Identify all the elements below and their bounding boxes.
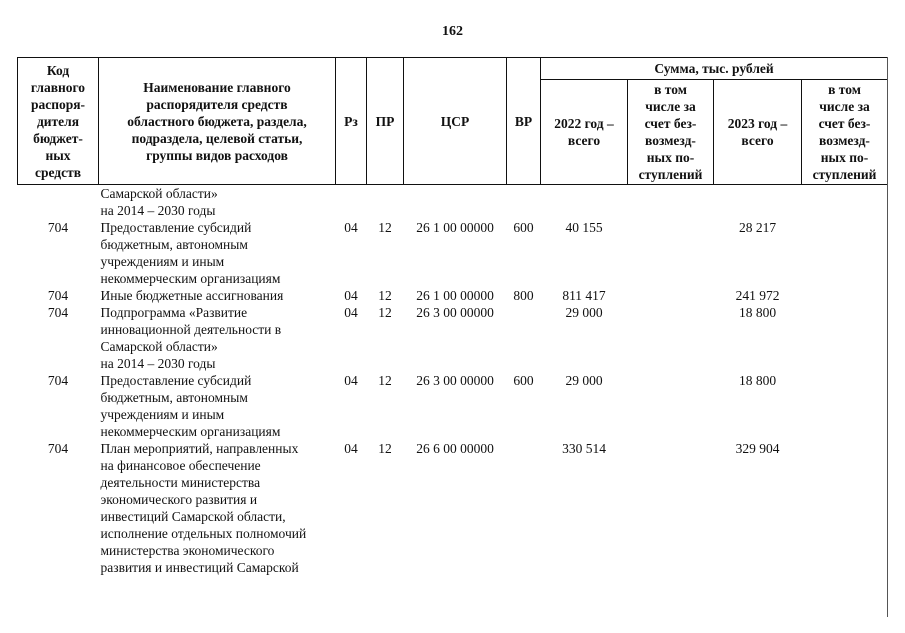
name-line: Предоставление субсидий [100, 220, 252, 235]
header-line: всего [567, 133, 601, 148]
name-cell [99, 185, 336, 220]
value-2023-cell: 18 800 [738, 373, 777, 388]
header-line: возмезд- [645, 133, 696, 148]
name-cell [99, 440, 336, 576]
name-line: Предоставление субсидий [100, 373, 252, 388]
header-line: счет без- [644, 116, 697, 131]
name-line: Иные бюджетные ассигнования [100, 288, 284, 303]
name-line: инвестиций Самарской области, [100, 509, 286, 524]
value-2022-cell: 330 514 [562, 441, 606, 456]
name-line: Самарской области» [100, 186, 218, 201]
header-line: 2022 год – [554, 116, 614, 131]
value-2023-free-cell [802, 304, 888, 372]
value-2023-cell: 241 972 [735, 288, 780, 303]
budget-table [17, 57, 888, 576]
header-line: в том [654, 82, 687, 97]
rz-cell: 04 [344, 288, 358, 303]
name-cell [99, 372, 336, 440]
header-line: ных по- [820, 150, 869, 165]
pr-cell: 12 [378, 373, 392, 388]
name-line: некоммерческим организациям [100, 271, 281, 286]
pr-cell: 12 [378, 220, 392, 235]
vr-cell: 800 [513, 288, 534, 303]
value-2022-free-cell [628, 219, 714, 287]
csr-cell: 26 1 00 00000 [416, 220, 494, 235]
value-2023-cell: 28 217 [738, 220, 777, 235]
table-row [18, 219, 888, 287]
header-pr: ПР [367, 58, 404, 185]
name-line: План мероприятий, направленных [100, 441, 299, 456]
table-row [18, 287, 888, 304]
value-2023-free-cell [802, 440, 888, 576]
header-line: в том [828, 82, 861, 97]
name-line: Подпрограмма «Развитие [100, 305, 248, 320]
header-line: 2023 год – [727, 116, 788, 131]
value-2022-free-cell [628, 304, 714, 372]
header-line: ных [45, 147, 71, 163]
vr-cell: 600 [513, 373, 534, 388]
page-number: 162 [442, 24, 463, 39]
header-line: дителя [36, 113, 80, 129]
table-row [18, 372, 888, 440]
value-2022-cell: 40 155 [565, 220, 603, 235]
code-cell: 704 [47, 373, 69, 388]
name-cell [99, 219, 336, 287]
value-2023-cell: 329 904 [735, 441, 780, 456]
header-csr: ЦСР [404, 58, 507, 185]
header-line: счет без- [818, 116, 871, 131]
vr-cell [507, 185, 541, 220]
code-cell: 704 [47, 288, 69, 303]
header-code [18, 58, 99, 185]
header-line: группы видов расходов [146, 147, 288, 163]
value-2023-cell [714, 185, 802, 220]
name-line: на 2014 – 2030 годы [100, 203, 216, 218]
csr-cell: 26 1 00 00000 [416, 288, 494, 303]
name-line: Самарской области» [100, 339, 218, 354]
pr-cell [367, 185, 404, 220]
name-line: на 2014 – 2030 годы [100, 356, 216, 371]
value-2023-free-cell [802, 219, 888, 287]
value-2023-free-cell [802, 185, 888, 220]
header-line: распорядителя средств [146, 96, 288, 112]
name-cell [99, 304, 336, 372]
value-2022-cell: 29 000 [565, 373, 603, 388]
name-line: на финансовое обеспечение [100, 458, 261, 473]
header-vr: ВР [507, 58, 541, 185]
header-line: бюджет- [33, 130, 83, 146]
header-line: всего [741, 133, 774, 148]
vr-cell [507, 440, 541, 576]
value-2023-cell: 18 800 [738, 305, 777, 320]
csr-cell [404, 185, 507, 220]
header-2022-total [541, 80, 628, 185]
header-line: распоря- [30, 96, 86, 112]
table-row [18, 304, 888, 372]
header-line: Код [46, 62, 70, 78]
code-cell [18, 185, 99, 220]
header-line: подраздела, целевой статьи, [131, 130, 303, 146]
name-line: развития и инвестиций Самарской [100, 560, 299, 575]
value-2023-free-cell [802, 372, 888, 440]
value-2023-free-cell [802, 287, 888, 304]
header-2023-free [802, 80, 888, 185]
rz-cell: 04 [344, 441, 358, 456]
header-line: возмезд- [819, 133, 870, 148]
header-rz: Рз [336, 58, 367, 185]
value-2022-cell [541, 185, 628, 220]
csr-cell: 26 3 00 00000 [416, 373, 494, 388]
name-cell [99, 287, 336, 304]
value-2022-cell: 811 417 [562, 288, 606, 303]
code-cell: 704 [47, 305, 69, 320]
header-line: областного бюджета, раздела, [127, 113, 307, 129]
name-line: экономического развития и [100, 492, 258, 507]
header-line: ступлений [812, 167, 877, 182]
header-line: ступлений [638, 167, 703, 182]
right-margin-rule [887, 57, 888, 617]
header-line: главного [30, 79, 86, 95]
rz-cell: 04 [344, 220, 358, 235]
header-line: ных по- [646, 150, 695, 165]
name-line: исполнение отдельных полномочий [100, 526, 307, 541]
name-line: инновационной деятельности в [100, 322, 282, 337]
header-line: средств [34, 164, 82, 180]
name-line: бюджетным, автономным [100, 390, 248, 405]
csr-cell: 26 6 00 00000 [416, 441, 494, 456]
value-2022-cell: 29 000 [565, 305, 603, 320]
value-2022-free-cell [628, 372, 714, 440]
name-line: учреждениям и иным [100, 407, 225, 422]
name-line: некоммерческим организациям [100, 424, 281, 439]
code-cell: 704 [47, 441, 69, 456]
csr-cell: 26 3 00 00000 [416, 305, 494, 320]
header-name [99, 58, 336, 185]
pr-cell: 12 [378, 305, 392, 320]
value-2022-free-cell [628, 185, 714, 220]
rz-cell [336, 185, 367, 220]
table-body [18, 185, 888, 577]
vr-cell: 600 [513, 220, 534, 235]
table-row [18, 440, 888, 576]
header-line: числе за [645, 99, 696, 114]
value-2022-free-cell [628, 287, 714, 304]
table-row [18, 185, 888, 220]
code-cell: 704 [47, 220, 69, 235]
pr-cell: 12 [378, 441, 392, 456]
header-2023-total [714, 80, 802, 185]
vr-cell [507, 304, 541, 372]
pr-cell: 12 [378, 288, 392, 303]
name-line: бюджетным, автономным [100, 237, 248, 252]
header-line: числе за [819, 99, 870, 114]
name-line: деятельности министерства [100, 475, 261, 490]
header-sum-group: Сумма, тыс. рублей [541, 58, 888, 80]
name-line: учреждениям и иным [100, 254, 225, 269]
header-line: Наименование главного [143, 79, 291, 95]
header-2022-free [628, 80, 714, 185]
rz-cell: 04 [344, 373, 358, 388]
rz-cell: 04 [344, 305, 358, 320]
value-2022-free-cell [628, 440, 714, 576]
name-line: министерства экономического [100, 543, 275, 558]
